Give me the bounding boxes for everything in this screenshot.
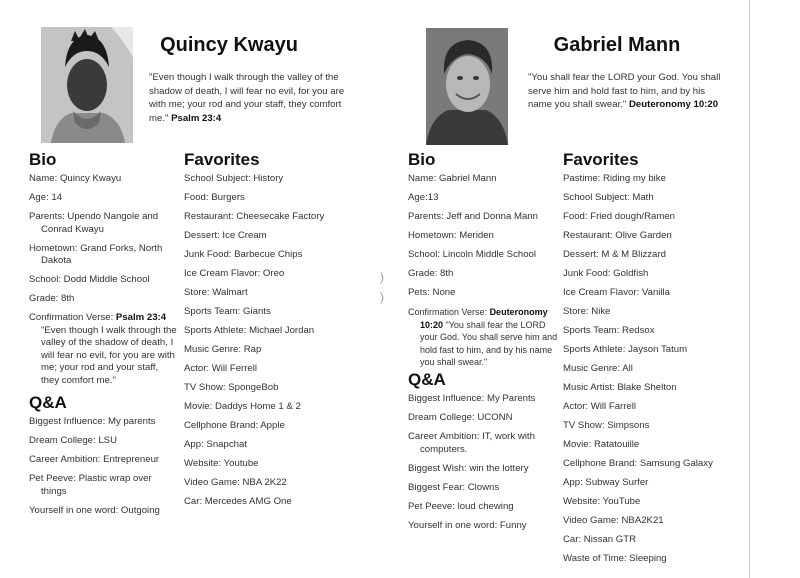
- favorite-item: Pastime: Riding my bike: [563, 173, 666, 184]
- favorite-item: TV Show: SpongeBob: [184, 382, 279, 393]
- favorite-item: Actor: Will Farrell: [563, 401, 637, 412]
- favorite-item: Website: Youtube: [184, 458, 259, 469]
- favorite-item: Music Artist: Blake Shelton: [563, 382, 677, 393]
- quote-text: "You shall fear the LORD your God. You shall serve him and hold fast to him, and by his name you shall swear.": [528, 72, 721, 110]
- favorite-item: Music Genre: Rap: [184, 344, 262, 355]
- favorite-item: Store: Nike: [563, 306, 611, 317]
- favorites-list: [184, 173, 354, 515]
- favorite-item: Music Genre: All: [563, 363, 633, 374]
- qa-list: [408, 393, 556, 539]
- qa-list: [29, 416, 169, 524]
- quote-text: "Even though I walk through the valley of the shadow of death, I will fear no evil, for you are with me; your rod and your staff, they comfort me.": [149, 72, 345, 124]
- bio-item: School: Lincoln Middle School: [408, 249, 537, 260]
- favorite-item: App: Snapchat: [184, 439, 247, 450]
- bio-item: School: Dodd Middle School: [29, 274, 150, 285]
- bio-list: [408, 173, 560, 375]
- favorite-item: Dessert: Ice Cream: [184, 230, 267, 241]
- bio-heading: Bio: [29, 150, 57, 169]
- favorite-item: Sports Athlete: Jayson Tatum: [563, 344, 688, 355]
- qa-item: Pet Peeve: loud chewing: [408, 500, 514, 512]
- binding-mark: ): [380, 290, 384, 304]
- quote-reference: Deuteronomy 10:20: [629, 99, 719, 110]
- bio-item: Hometown: Grand Forks, North Dakota: [29, 242, 163, 266]
- header-quote: [149, 71, 359, 125]
- bio-item: Parents: Upendo Nangole and Conrad Kwayu: [29, 211, 159, 235]
- favorite-item: App: Subway Surfer: [563, 477, 649, 488]
- favorites-list: [563, 173, 723, 572]
- bio-item: Age:13: [408, 192, 439, 203]
- qa-item: Career Ambition: IT, work with computers.: [408, 431, 535, 455]
- favorites-heading: Favorites: [184, 150, 260, 169]
- bio-heading: Bio: [408, 150, 436, 169]
- favorite-item: Car: Nissan GTR: [563, 534, 637, 545]
- favorite-item: Store: Walmart: [184, 287, 248, 298]
- bio-item: Name: Gabriel Mann: [408, 173, 497, 184]
- bio-item: Pets: None: [408, 287, 456, 298]
- favorite-item: Movie: Ratatouille: [563, 439, 640, 450]
- favorite-item: Video Game: NBA 2K22: [184, 477, 287, 488]
- favorite-item: Video Game: NBA2K21: [563, 515, 664, 526]
- bio-item: Grade: 8th: [408, 268, 454, 279]
- binding-mark: ): [380, 270, 384, 284]
- qa-item: Biggest Influence: My Parents: [408, 393, 536, 404]
- page-edge-line: [749, 0, 750, 578]
- favorite-item: Sports Team: Giants: [184, 306, 271, 317]
- confirmation-verse: Confirmation Verse: Psalm 23:4 "Even though I walk through the valley of the shadow of death, I will fear no evil, for you are with me; your rod and your staff, they comfort me.": [29, 312, 177, 386]
- qa-item: Yourself in one word: Outgoing: [29, 504, 160, 516]
- favorite-item: Website: YouTube: [563, 496, 641, 507]
- bio-item: Parents: Jeff and Donna Mann: [408, 211, 538, 222]
- favorite-item: School Subject: Math: [563, 192, 654, 203]
- student-name: Gabriel Mann: [553, 34, 681, 56]
- qa-item: Biggest Fear: Clowns: [408, 481, 500, 493]
- favorite-item: Restaurant: Olive Garden: [563, 230, 672, 241]
- favorite-item: School Subject: History: [184, 173, 284, 184]
- favorite-item: Sports Team: Redsox: [563, 325, 655, 336]
- favorite-item: Cellphone Brand: Apple: [184, 420, 285, 431]
- favorite-item: TV Show: Simpsons: [563, 420, 650, 431]
- favorite-item: Restaurant: Cheesecake Factory: [184, 211, 325, 222]
- favorite-item: Actor: Will Ferrell: [184, 363, 258, 374]
- portrait-image: [426, 28, 508, 145]
- student-name: Quincy Kwayu: [160, 34, 298, 56]
- portrait-photo: [41, 27, 133, 143]
- favorite-item: Movie: Daddys Home 1 & 2: [184, 401, 301, 412]
- bio-item: Grade: 8th: [29, 293, 75, 304]
- qa-heading: Q&A: [408, 370, 446, 389]
- bio-item: Age: 14: [29, 192, 63, 203]
- qa-item: Dream College: UCONN: [408, 412, 513, 423]
- favorite-item: Ice Cream Flavor: Oreo: [184, 268, 285, 279]
- favorite-item: Junk Food: Goldfish: [563, 268, 649, 279]
- favorite-item: Food: Fried dough/Ramen: [563, 211, 676, 222]
- confirmation-verse: Confirmation Verse: Deuteronomy 10:20 "You shall fear the LORD your God. You shall serve him and hold fast to him, and by his name you shall swear.": [408, 307, 558, 367]
- favorite-item: Cellphone Brand: Samsung Galaxy: [563, 458, 713, 469]
- favorite-item: Food: Burgers: [184, 192, 245, 203]
- quote-reference: Psalm 23:4: [171, 112, 222, 124]
- qa-item: Biggest Wish: win the lottery: [408, 462, 529, 474]
- favorite-item: Ice Cream Flavor: Vanilla: [563, 287, 671, 298]
- qa-item: Pet Peeve: Plastic wrap over things: [29, 473, 152, 497]
- favorite-item: Sports Athlete: Michael Jordan: [184, 325, 315, 336]
- qa-item: Dream College: LSU: [29, 435, 117, 446]
- favorites-heading: Favorites: [563, 150, 639, 169]
- portrait-photo: [426, 28, 508, 145]
- header-quote: [528, 71, 728, 112]
- favorite-item: Car: Mercedes AMG One: [184, 496, 292, 507]
- favorite-item: Dessert: M & M Blizzard: [563, 249, 666, 260]
- favorite-item: Waste of Time: Sleeping: [563, 553, 667, 564]
- qa-item: Career Ambition: Entrepreneur: [29, 454, 160, 465]
- qa-item: Yourself in one word: Funny: [408, 519, 527, 531]
- bio-list: [29, 173, 177, 394]
- bio-item: Hometown: Meriden: [408, 230, 494, 241]
- qa-heading: Q&A: [29, 393, 67, 412]
- favorite-item: Junk Food: Barbecue Chips: [184, 249, 303, 260]
- portrait-image: [41, 27, 133, 143]
- bio-item: Name: Quincy Kwayu: [29, 173, 122, 184]
- qa-item: Biggest Influence: My parents: [29, 416, 156, 427]
